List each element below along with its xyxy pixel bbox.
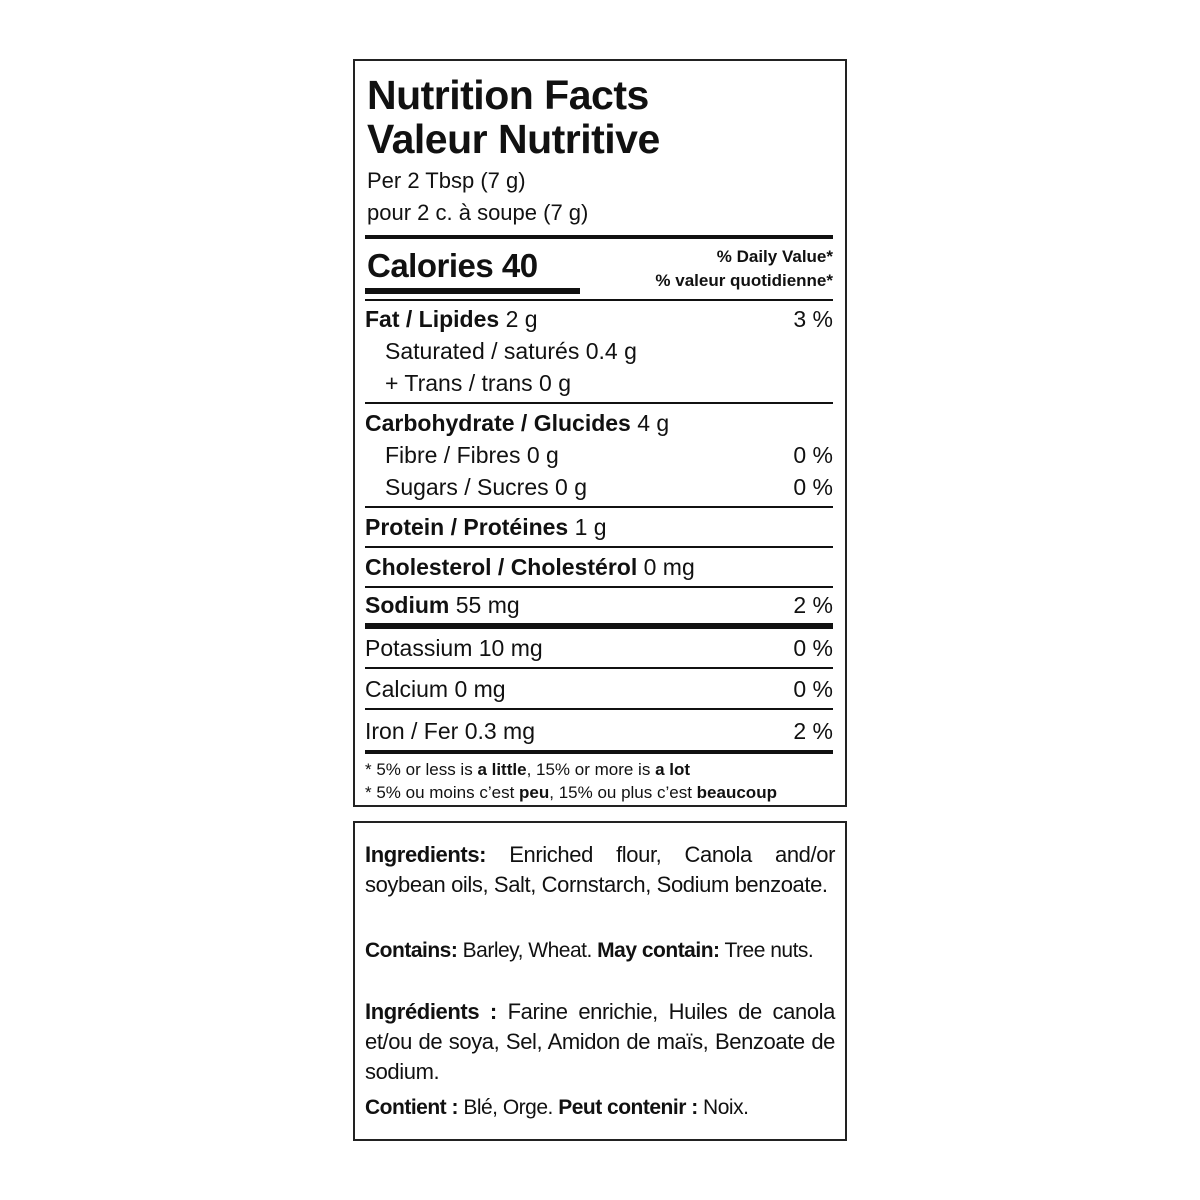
sodium-amount: 55 mg bbox=[455, 592, 520, 618]
potassium-dv: 0 % bbox=[793, 635, 833, 661]
rule-calories bbox=[365, 288, 580, 294]
sugars-dv: 0 % bbox=[793, 474, 833, 500]
fat-label: Fat / Lipides bbox=[365, 306, 500, 332]
row-trans bbox=[365, 367, 833, 399]
ingredients-fr bbox=[365, 997, 835, 1087]
protein-amount: 1 g bbox=[574, 514, 607, 540]
contains-en: Contains: Barley, Wheat. May contain: Tree nuts. bbox=[365, 939, 814, 962]
trans-label: + Trans / trans 0 g bbox=[385, 370, 572, 396]
row-carbohydrate bbox=[365, 407, 833, 439]
calcium-dv: 0 % bbox=[793, 676, 833, 702]
rule-thick-top bbox=[365, 235, 833, 239]
protein-label: Protein / Protéines bbox=[365, 514, 569, 540]
ingredients-fr-label: Ingrédients : bbox=[365, 999, 497, 1024]
iron-dv: 2 % bbox=[793, 718, 833, 744]
fat-dv: 3 % bbox=[793, 306, 833, 332]
ingredients-en-label: Ingredients: bbox=[365, 842, 487, 867]
carb-label: Carbohydrate / Glucides bbox=[365, 410, 631, 436]
row-saturated bbox=[365, 335, 833, 367]
rule bbox=[365, 708, 833, 710]
saturated-label: Saturated / saturés 0.4 g bbox=[385, 338, 637, 364]
row-sugars bbox=[365, 471, 833, 503]
calories: Calories 40 bbox=[367, 247, 538, 284]
sodium-dv: 2 % bbox=[793, 592, 833, 618]
cholesterol-amount: 0 mg bbox=[643, 554, 695, 580]
footnote-en: * 5% or less is a little, 15% or more is a lot bbox=[365, 760, 691, 779]
sugars-label: Sugars / Sucres 0 g bbox=[385, 474, 587, 500]
fibre-label: Fibre / Fibres 0 g bbox=[385, 442, 559, 468]
nutrition-facts-panel bbox=[353, 59, 847, 807]
rule bbox=[365, 299, 833, 301]
rule bbox=[365, 402, 833, 404]
potassium-label: Potassium 10 mg bbox=[365, 635, 543, 661]
rule bbox=[365, 506, 833, 508]
ingredients-en bbox=[365, 840, 835, 900]
ingredients-fr-text: Farine enrichie, Huiles de canola et/ou de soya, Sel, Amidon de maïs, Benzoate de sodium. bbox=[365, 999, 835, 1084]
footnote-fr: * 5% ou moins c’est peu, 15% ou plus c’est beaucoup bbox=[365, 783, 777, 802]
serving-size-en: Per 2 Tbsp (7 g) bbox=[367, 168, 526, 193]
row-fibre bbox=[365, 439, 833, 471]
row-fat bbox=[365, 303, 833, 335]
cholesterol-label: Cholesterol / Cholestérol bbox=[365, 554, 638, 580]
contains-fr: Contient : Blé, Orge. Peut contenir : Noix. bbox=[365, 1096, 749, 1119]
carb-amount: 4 g bbox=[637, 410, 670, 436]
rule bbox=[365, 546, 833, 548]
ingredients-panel bbox=[353, 821, 847, 1141]
serving-size-fr: pour 2 c. à soupe (7 g) bbox=[367, 200, 589, 225]
ingredients-en-text: Enriched flour, Canola and/or soybean oils, Salt, Cornstarch, Sodium benzoate. bbox=[365, 842, 835, 897]
daily-value-fr: % valeur quotidienne* bbox=[655, 271, 833, 290]
title-fr: Valeur Nutritive bbox=[367, 116, 660, 162]
calcium-label: Calcium 0 mg bbox=[365, 676, 506, 702]
sodium-label: Sodium bbox=[365, 592, 450, 618]
row-sodium bbox=[365, 589, 833, 621]
fat-amount: 2 g bbox=[505, 306, 538, 332]
row-cholesterol bbox=[365, 551, 833, 583]
title-en: Nutrition Facts bbox=[367, 72, 649, 118]
rule-thick bbox=[365, 623, 833, 629]
row-potassium bbox=[365, 632, 833, 664]
daily-value-en: % Daily Value* bbox=[716, 247, 833, 266]
fibre-dv: 0 % bbox=[793, 442, 833, 468]
rule-thick bbox=[365, 750, 833, 754]
rule bbox=[365, 586, 833, 588]
row-protein bbox=[365, 511, 833, 543]
iron-label: Iron / Fer 0.3 mg bbox=[365, 718, 536, 744]
row-calcium bbox=[365, 673, 833, 705]
row-iron bbox=[365, 715, 833, 747]
rule bbox=[365, 667, 833, 669]
